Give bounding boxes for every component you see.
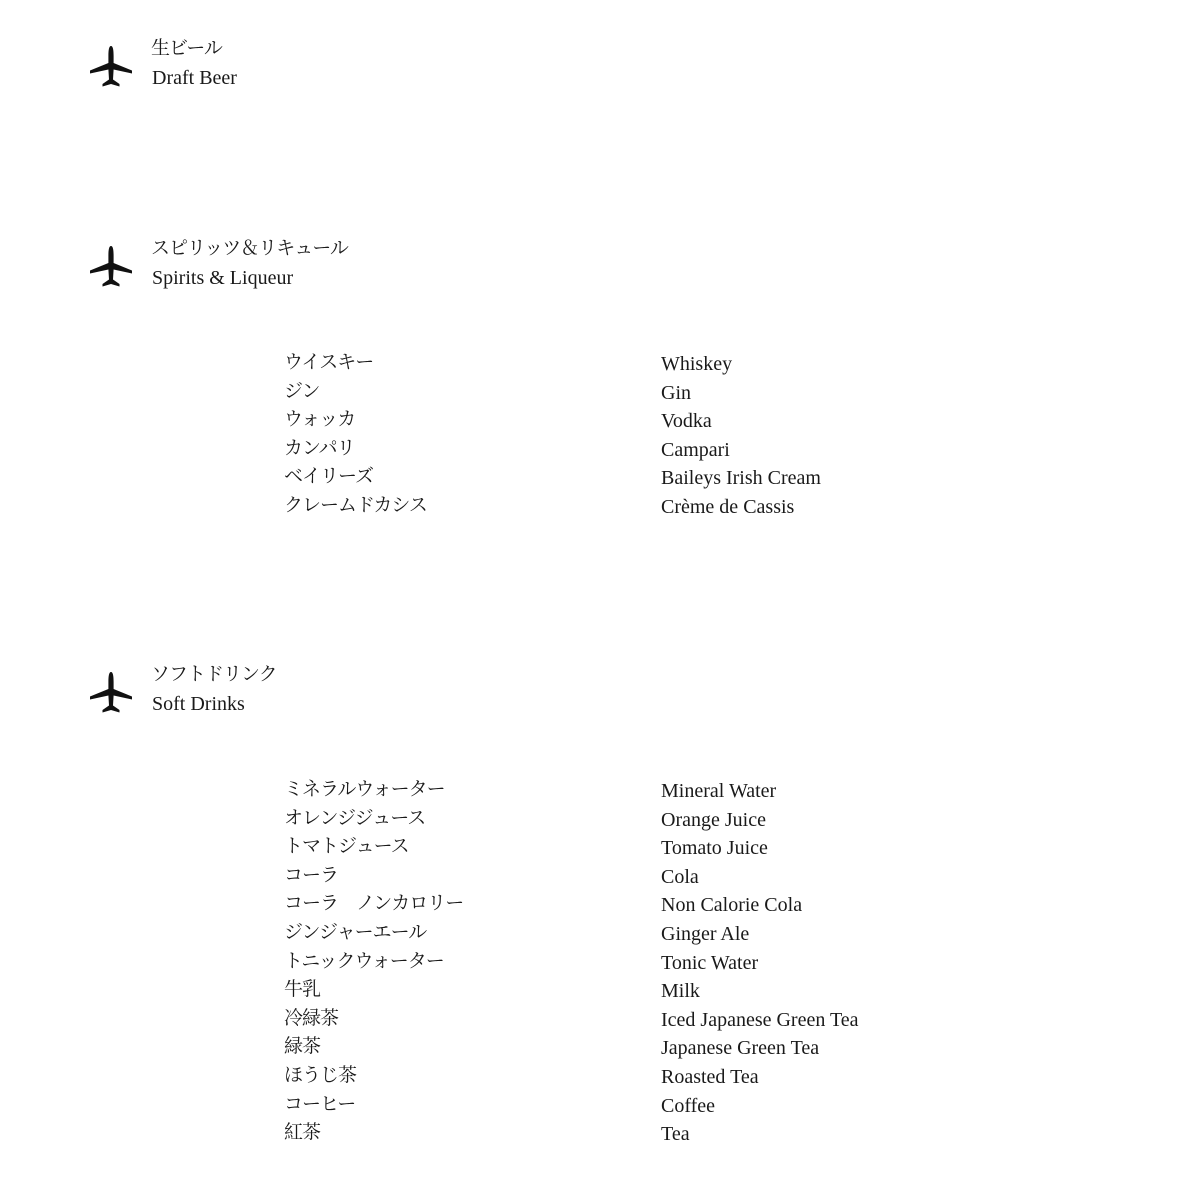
item-name-ja: トニックウォーター — [284, 950, 444, 972]
item-name-ja: コーヒー — [284, 1093, 356, 1115]
item-name-ja: カンパリ — [284, 437, 355, 459]
section-title-ja: ソフトドリンク — [151, 664, 277, 685]
section-title-en: Spirits & Liqueur — [152, 267, 294, 289]
item-name-ja: コーラ ノンカロリー — [284, 893, 464, 915]
item-name-en: Cola — [661, 865, 699, 888]
list-item — [0, 1036, 1200, 1065]
section-title-en: Soft Drinks — [152, 693, 245, 715]
item-name-ja: ウイスキー — [284, 352, 374, 373]
list-item — [0, 922, 1200, 951]
item-name-en: Ginger Ale — [661, 922, 750, 945]
item-name-ja: 牛乳 — [284, 979, 321, 1001]
list-item — [0, 409, 1200, 438]
list-item — [0, 1094, 1200, 1123]
item-name-ja: 紅茶 — [284, 1122, 321, 1144]
item-name-ja: 冷緑茶 — [284, 1007, 339, 1029]
list-item — [0, 951, 1200, 980]
item-name-en: Vodka — [661, 410, 712, 433]
item-name-ja: ミネラルウォーター — [284, 779, 445, 800]
soft-drinks-item-list — [0, 779, 1200, 1151]
list-item — [0, 779, 1200, 808]
spirits-item-list — [0, 352, 1200, 524]
item-name-en: Milk — [661, 980, 700, 1003]
item-name-en: Gin — [661, 381, 691, 404]
item-name-en: Crème de Cassis — [661, 495, 795, 518]
item-name-ja: コーラ — [284, 864, 339, 886]
list-item — [0, 808, 1200, 837]
item-name-ja: トマトジュース — [284, 836, 409, 858]
list-item — [0, 865, 1200, 894]
item-name-en: Baileys Irish Cream — [661, 467, 821, 490]
list-item — [0, 1008, 1200, 1037]
list-item — [0, 1122, 1200, 1151]
item-name-en: Whiskey — [661, 353, 733, 375]
item-name-en: Tonic Water — [661, 951, 759, 974]
item-name-ja: ウォッカ — [284, 409, 356, 431]
airplane-icon — [88, 44, 134, 90]
list-item — [0, 1065, 1200, 1094]
list-item — [0, 979, 1200, 1008]
section-title-ja: スピリッツ＆リキュール — [151, 238, 348, 259]
item-name-en: Coffee — [661, 1094, 716, 1117]
list-item — [0, 495, 1200, 524]
item-name-en: Tea — [661, 1123, 690, 1146]
item-name-en: Mineral Water — [661, 780, 777, 802]
list-item — [0, 352, 1200, 381]
list-item — [0, 836, 1200, 865]
section-title-ja: 生ビール — [151, 38, 222, 59]
section-title-en: Draft Beer — [152, 67, 237, 89]
item-name-en: Japanese Green Tea — [661, 1037, 820, 1060]
item-name-ja: オレンジジュース — [284, 807, 426, 829]
item-name-en: Tomato Juice — [661, 837, 768, 860]
list-item — [0, 466, 1200, 495]
item-name-en: Orange Juice — [661, 808, 766, 831]
list-item — [0, 893, 1200, 922]
airplane-icon — [88, 244, 134, 290]
item-name-en: Roasted Tea — [661, 1065, 759, 1088]
item-name-ja: ほうじ茶 — [284, 1064, 357, 1086]
list-item — [0, 438, 1200, 467]
item-name-ja: ベイリーズ — [284, 466, 374, 488]
item-name-ja: ジン — [284, 380, 320, 402]
item-name-ja: 緑茶 — [284, 1036, 321, 1058]
item-name-ja: ジンジャーエール — [284, 921, 427, 943]
item-name-ja: クレームドカシス — [284, 494, 427, 516]
item-name-en: Iced Japanese Green Tea — [661, 1008, 859, 1031]
item-name-en: Campari — [661, 438, 730, 461]
airplane-icon — [88, 670, 134, 716]
item-name-en: Non Calorie Cola — [661, 894, 803, 917]
list-item — [0, 381, 1200, 410]
